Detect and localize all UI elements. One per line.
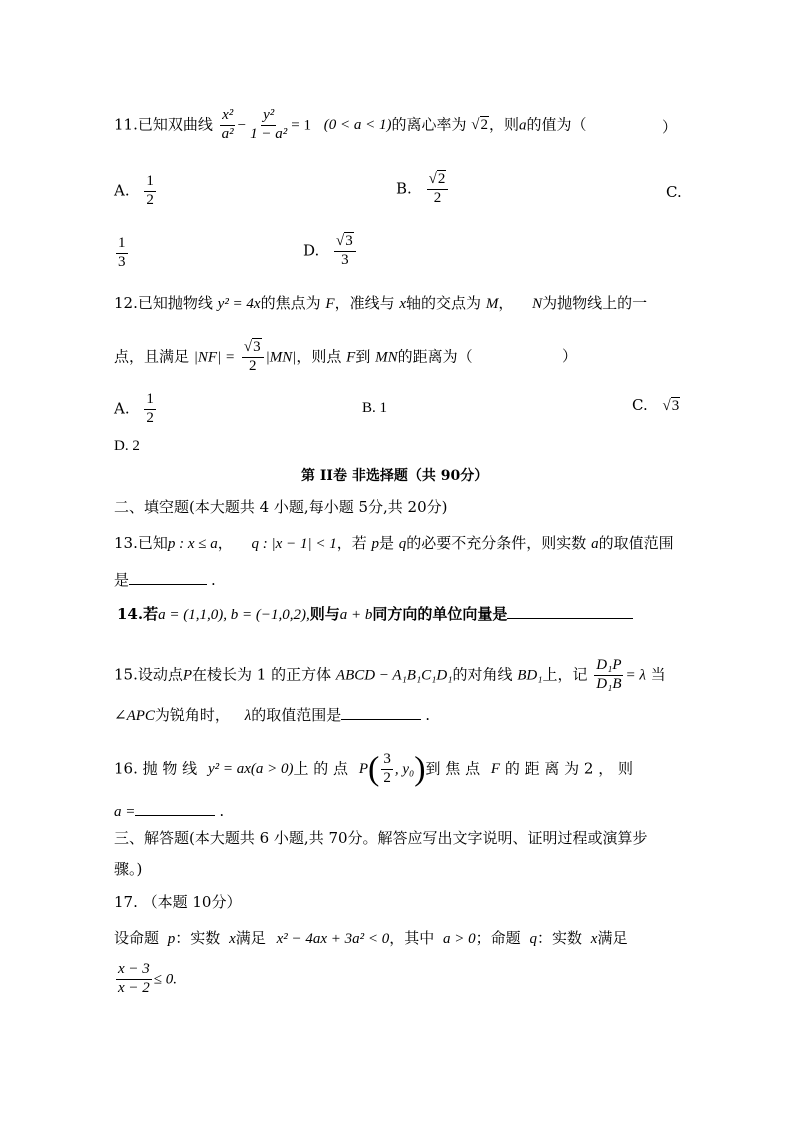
q11-option-a: A. $\frac{1}{2}$ (114, 173, 154, 208)
q11-sqrt: √2 (471, 117, 489, 134)
q16-stem-line1: 16. 抛 物 线 y² = ax(a > 0)上 的 点 P( $\frac{3}{2}$ , y₀)到 焦 点 F 的 距 离 为 2 ， 则 (114, 750, 633, 788)
q12-stem-line1: 12.已知抛物线 y² = 4x的焦点为 F，准线与 x轴的交点为 M， N为抛物线上的一 (114, 294, 648, 312)
q11-option-d: D. $\frac{√3}{3}$ (303, 234, 358, 269)
q12-option-d: D. 2 (114, 438, 140, 454)
q13-stem-line2: 是 . (114, 571, 216, 589)
q11-stem: 11.已知双曲线 $\frac{\text{x²}}{\text{a²}}$ − $\frac{\text{y²}}{\text{1 − a²}}$ = 1 (0 < a < 1)的离心率为 √2，则a的值为（ (114, 107, 587, 142)
q11-close-paren: ） (662, 118, 678, 136)
q11-fraction-y: $\frac{\text{y²}}{\text{1 − a²}}$ (250, 107, 288, 142)
q12-option-a: A. $\frac{1}{2}$ (114, 391, 154, 426)
solve-heading: 三、解答题(本大题共 6 小题,共 70分。解答应写出文字说明、证明过程或演算步 (114, 829, 648, 847)
q17-title: 17. （本题 10分） (114, 893, 242, 911)
q11-option-b: B. $\frac{√2}{2}$ (396, 172, 450, 207)
q14-stem: 14.若a = (1,1,0), b = (−1,0,2),则与a + b同方向的单位向量是 (117, 607, 633, 623)
q12-stem-line2: 点，且满足 |NF| = $\frac{√3}{2}$ |MN|，则点 F到 MN的距离为（ (114, 339, 473, 374)
solve-heading-cont: 骤。) (114, 860, 143, 878)
section-2-title: 第 II卷 非选择题（共 90分） (301, 468, 489, 484)
q12-option-c: C. √3 (632, 396, 680, 414)
q11-option-c: C. (666, 183, 682, 201)
q12-close-paren: ） (562, 347, 578, 365)
q13-stem-line1: 13.已知p : x ≤ a， q : |x − 1| < 1，若 p是 q的必要不充分条件，则实数 a的取值范围 (114, 534, 674, 552)
q11-fraction-x: $\frac{\text{x²}}{\text{a²}}$ (221, 107, 234, 142)
q13-answer-blank[interactable] (129, 583, 207, 585)
q16-stem-line2: a = . (114, 802, 225, 820)
q11-number: 11. (114, 115, 138, 134)
q12-option-b: B. 1 (362, 400, 388, 416)
q15-answer-blank[interactable] (341, 718, 421, 720)
q17-stem-line2: $\frac{x - 3}{x - 2}$ ≤ 0. (118, 961, 178, 996)
q14-answer-blank[interactable] (507, 617, 633, 619)
q16-answer-blank[interactable] (135, 814, 215, 816)
q17-stem-line1: 设命题 p：实数 x满足 x² − 4ax + 3a² < 0，其中 a > 0；命题 q：实数 x满足 (114, 929, 628, 947)
q11-option-c-value: $\frac{1}{3}$ (118, 235, 126, 270)
q15-stem-line1: 15.设动点P在棱长为 1 的正方体 ABCD − A₁B₁C₁D₁的对角线 BD₁上，记 $\frac{\text{D₁P}}{\text{D₁B}}$ = λ 当 (114, 657, 666, 692)
fill-in-heading: 二、填空题(本大题共 4 小题,每小题 5分,共 20分) (114, 498, 448, 516)
q15-stem-line2: ∠APC为锐角时， λ的取值范围是 . (114, 706, 430, 724)
